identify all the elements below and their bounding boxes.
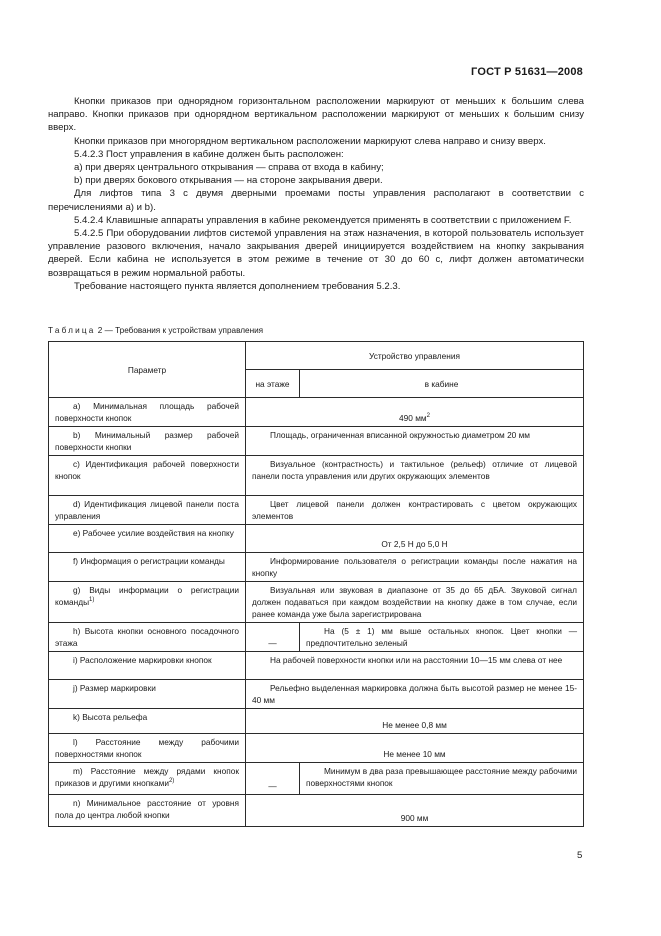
footnote-mark: 1): [89, 597, 95, 604]
requirement-text: Не менее 10 мм: [383, 749, 446, 759]
requirement-cell: [246, 456, 584, 496]
param-text: d) Идентификация лицевой панели поста управления: [55, 499, 239, 521]
paragraph: Кнопки приказов при многорядном вертикальном расположении маркируют слева направо и снизу вверх.: [74, 135, 546, 147]
table-row: [49, 398, 584, 427]
param-cell: [49, 525, 246, 553]
param-text: a) Минимальная площадь рабочей поверхности кнопок: [55, 401, 239, 423]
param-cell: [49, 709, 246, 734]
on-floor-cell: —: [246, 763, 300, 795]
table-caption-number: 2: [97, 326, 103, 335]
param-cell: [49, 456, 246, 496]
header-control-device: Устройство управления: [246, 342, 584, 370]
table-row: [49, 553, 584, 582]
header-on-floor: на этаже: [246, 370, 300, 398]
on-floor-cell: —: [246, 623, 300, 652]
param-text: m) Расстояние между рядами кнопок приказов и другими кнопками: [55, 766, 239, 788]
param-text: c) Идентификация рабочей поверхности кнопок: [55, 459, 239, 481]
table-row: [49, 525, 584, 553]
requirement-text: Площадь, ограниченная вписанной окружностью диаметром 20 мм: [270, 430, 531, 440]
paragraph: Требование настоящего пункта является дополнением требования 5.2.3.: [74, 280, 401, 292]
table-body: [49, 398, 584, 827]
table-caption: [48, 326, 263, 335]
param-text: h) Высота кнопки основного посадочного этажа: [55, 626, 239, 648]
requirement-cell: [246, 680, 584, 709]
paragraph: 5.4.2.3 Пост управления в кабине должен быть расположен:: [74, 148, 344, 160]
table-caption-label: Таблица: [48, 326, 96, 335]
requirement-text: Рельефно выделенная маркировка должна быть высотой размер не менее 15-40 мм: [252, 683, 577, 705]
param-cell: [49, 553, 246, 582]
requirement-text: Цвет лицевой панели должен контрастировать с цветом окружающих элементов: [252, 499, 577, 521]
requirement-text: 900 мм: [400, 813, 429, 823]
param-cell: [49, 496, 246, 525]
param-cell: [49, 734, 246, 763]
unit-superscript: 2: [426, 413, 430, 420]
requirement-text: Визуальная или звуковая в диапазоне от 35 до 65 дБА. Звуковой сигнал должен подаваться при каждом воздействии на кнопку даже в том случае, если ранее команда уже была зарегистрирована: [252, 585, 577, 619]
header-parameter: Параметр: [49, 342, 246, 398]
requirement-text: От 2,5 Н до 5,0 Н: [381, 539, 448, 549]
requirements-table: [48, 341, 584, 827]
param-text: f) Информация о регистрации команды: [73, 556, 225, 566]
table-row: [49, 680, 584, 709]
param-text: l) Расстояние между рабочими поверхностями кнопок: [55, 737, 239, 759]
table-row: [49, 734, 584, 763]
in-cabin-cell: Минимум в два раза превышающее расстояние между рабочими поверхностями кнопок: [300, 763, 584, 795]
paragraph: 5.4.2.4 Клавишные аппараты управления в кабине рекомендуется применять в соответствии с приложением F.: [74, 214, 572, 226]
in-cabin-cell: На (5 ± 1) мм выше остальных кнопок. Цвет кнопки — предпочтительно зеленый: [300, 623, 584, 652]
table-caption-title: — Требования к устройствам управления: [104, 326, 264, 335]
requirement-cell: [246, 652, 584, 680]
param-text: k) Высота рельефа: [73, 712, 148, 722]
body-text: [48, 95, 584, 293]
table-row: [49, 496, 584, 525]
requirement-text: Не менее 0,8 мм: [382, 720, 447, 730]
param-text: n) Минимальное расстояние от уровня пола до центра любой кнопки: [55, 798, 239, 820]
param-cell: [49, 652, 246, 680]
table-row: [49, 427, 584, 456]
requirement-cell: [246, 795, 584, 827]
param-cell: [49, 582, 246, 623]
table-row: [49, 763, 584, 795]
param-cell: [49, 795, 246, 827]
header-in-cabin: в кабине: [300, 370, 584, 398]
param-cell: [49, 623, 246, 652]
param-text: b) Минимальный размер рабочей поверхности кнопки: [55, 430, 239, 452]
param-cell: [49, 680, 246, 709]
paragraph: Кнопки приказов при однорядном горизонтальном расположении маркируют от меньших к большим слева направо. Кнопки приказов при однорядном вертикальном расположении маркируют от меньших к большим снизу вверх.: [48, 96, 584, 134]
requirement-text: Информирование пользователя о регистрации команды после нажатия на кнопку: [252, 556, 577, 578]
requirement-text: 490 мм: [399, 413, 427, 423]
requirement-cell: [246, 525, 584, 553]
table-row: [49, 623, 584, 652]
requirement-text: Визуальное (контрастность) и тактильное (рельеф) отличие от лицевой панели поста управления или других окружающих элементов: [252, 459, 577, 481]
requirement-cell: [246, 709, 584, 734]
requirement-cell: [246, 496, 584, 525]
requirement-text: На рабочей поверхности кнопки или на расстоянии 10—15 мм слева от нее: [270, 655, 563, 665]
list-item: b) при дверях бокового открывания — на стороне закрывания двери.: [74, 175, 383, 187]
requirement-cell: [246, 734, 584, 763]
table-row: [49, 456, 584, 496]
param-text: j) Размер маркировки: [73, 683, 156, 693]
paragraph: 5.4.2.5 При оборудовании лифтов системой управления на этаж назначения, в которой пользователь использует управление разового включения, начало закрывания дверей инициируется воздействием на кнопку закрывания дверей. Если кабина не используется в этом режиме в течение от 30 до 60 с, лифт должен автоматически возвращаться в режим нормальной работы.: [48, 228, 584, 279]
param-cell: [49, 398, 246, 427]
param-text: i) Расположение маркировки кнопок: [73, 655, 212, 665]
requirement-cell: [246, 553, 584, 582]
requirement-cell: [246, 427, 584, 456]
param-cell: [49, 763, 246, 795]
table-row: [49, 795, 584, 827]
footnote-mark: 2): [168, 778, 175, 785]
param-text: g) Виды информации о регистрации команды: [55, 585, 239, 607]
param-text: e) Рабочее усилие воздействия на кнопку: [73, 528, 234, 538]
table-row: [49, 652, 584, 680]
requirement-cell: [246, 582, 584, 623]
table-row: [49, 582, 584, 623]
param-cell: [49, 427, 246, 456]
requirement-cell: [246, 398, 584, 427]
paragraph: Для лифтов типа 3 с двумя дверными проемами посты управления располагают в соответствии с перечислениями а) и b).: [48, 188, 584, 213]
table-row: [49, 709, 584, 734]
list-item: а) при дверях центрального открывания — справа от входа в кабину;: [74, 162, 384, 174]
page-number: 5: [577, 850, 583, 861]
document-code-header: ГОСТ Р 51631—2008: [471, 66, 583, 78]
